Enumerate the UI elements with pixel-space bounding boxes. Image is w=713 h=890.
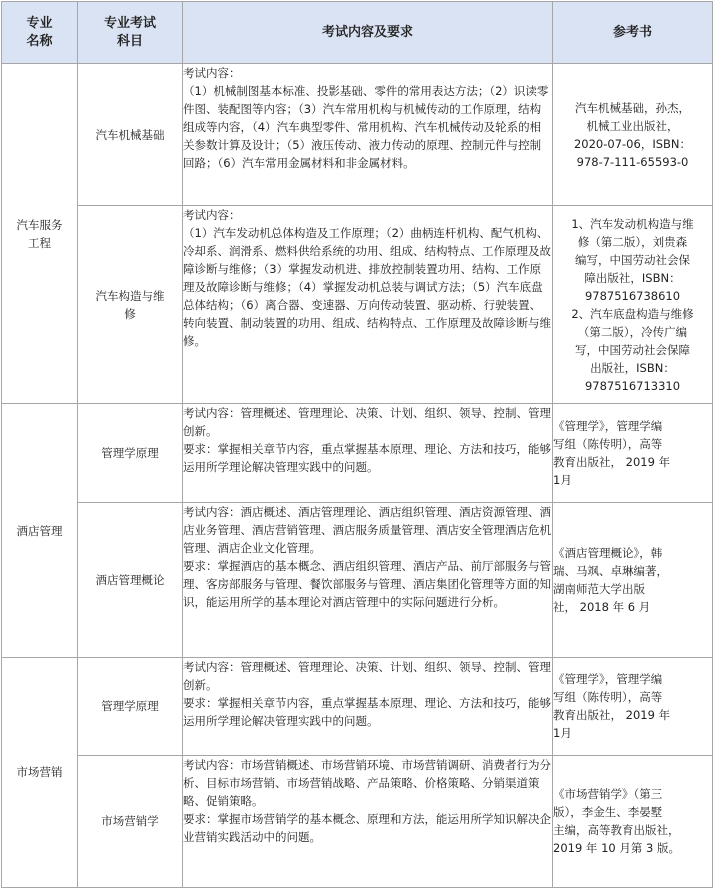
table-row bbox=[2, 64, 713, 206]
header-reference: 参考书 bbox=[553, 2, 713, 64]
major-name-cell: 市场营销 bbox=[2, 657, 78, 887]
reference-cell: 《管理学》，管理学编 写组（陈传明），高等 教育出版社， 2019 年 1月 bbox=[553, 404, 713, 502]
subject-name-cell: 汽车构造与维 修 bbox=[78, 206, 183, 404]
table-row bbox=[2, 502, 713, 657]
content-cell: 考试内容：酒店概述、酒店管理理论、酒店组织管理、酒店资源管理、酒店业务管理、酒店营销管理、酒店服务质量管理、酒店安全管理酒店危机管理、酒店企业文化管理。 要求：掌握酒店的基本概念、酒店组织管理、酒店产品、前厅部服务与管理、客房部服务与管理、餐饮部服务与管理、酒店集团化管理等方面的知识，能运用所学的基本理论对酒店管理中的实际问题进行分析。 bbox=[183, 502, 553, 657]
reference-cell: 1、汽车发动机构造与维 修（第二版），刘贵森 编写，中国劳动社会保 障出版社，ISBN： 9787516738610 2、汽车底盘构造与维修 （第二版），冷传广编 写，中国劳动社会保障 出版社，ISBN： 9787516713310 bbox=[553, 206, 713, 404]
major-name-cell: 汽车服务 工程 bbox=[2, 64, 78, 404]
subject-name-cell: 管理学原理 bbox=[78, 404, 183, 502]
exam-table-container bbox=[1, 1, 712, 888]
subject-name-cell: 汽车机械基础 bbox=[78, 64, 183, 206]
table-row bbox=[2, 755, 713, 887]
header-major: 专业 名称 bbox=[2, 2, 78, 64]
content-cell: 考试内容：管理概述、管理理论、决策、计划、组织、领导、控制、管理创新。 要求：掌握相关章节内容，重点掌握基本原理、理论、方法和技巧，能够运用所学理论解决管理实践中的问题。 bbox=[183, 404, 553, 502]
reference-cell: 《管理学》，管理学编 写组（陈传明），高等 教育出版社， 2019 年 1月 bbox=[553, 657, 713, 755]
table-row bbox=[2, 404, 713, 502]
header-subject: 专业考试 科目 bbox=[78, 2, 183, 64]
content-cell: 考试内容：管理概述、管理理论、决策、计划、组织、领导、控制、管理创新。 要求：掌握相关章节内容，重点掌握基本原理、理论、方法和技巧，能够运用所学理论解决管理实践中的问题。 bbox=[183, 657, 553, 755]
subject-name-cell: 市场营销学 bbox=[78, 755, 183, 887]
major-name-cell: 酒店管理 bbox=[2, 404, 78, 657]
subject-name-cell: 管理学原理 bbox=[78, 657, 183, 755]
content-cell: 考试内容： （1）机械制图基本标准、投影基础、零件的常用表达方法；（2）识读零件图、装配图等内容；（3）汽车常用机构与机械传动的工作原理，结构组成等内容，（4）汽车典型零件、常用机构、汽车机械传动及轮系的相关参数计算及设计；（5）液压传动、液力传动的原理、控制元件与控制回路；（6）汽车常用金属材料和非金属材料。 bbox=[183, 64, 553, 206]
table-row bbox=[2, 206, 713, 404]
reference-cell: 《酒店管理概论》，韩 瑞、马飒、卓琳编著， 湖南师范大学出版 社， 2018 年 6 月 bbox=[553, 502, 713, 657]
header-row bbox=[2, 2, 713, 64]
content-cell: 考试内容： （1）汽车发动机总体构造及工作原理；（2）曲柄连杆机构、配气机构、冷却系、润滑系、燃料供给系统的功用、组成、结构特点、工作原理及故障诊断与维修；（3）掌握发动机进、排放控制装置功用、结构、工作原理及故障诊断与维修；（4）掌握发动机总装与调试方法；（5）汽车底盘总体结构；（6）离合器、变速器、万向传动装置、驱动桥、行驶装置、转向装置、制动装置的功用、组成、结构特点、工作原理及故障诊断与维修。 bbox=[183, 206, 553, 404]
subject-name-cell: 酒店管理概论 bbox=[78, 502, 183, 657]
table-row bbox=[2, 657, 713, 755]
exam-syllabus-table bbox=[1, 1, 713, 888]
reference-cell: 汽车机械基础，孙杰， 机械工业出版社， 2020-07-06，ISBN： 978-7-111-65593-0 bbox=[553, 64, 713, 206]
header-content: 考试内容及要求 bbox=[183, 2, 553, 64]
content-cell: 考试内容：市场营销概述、市场营销环境、市场营销调研、消费者行为分析、目标市场营销、市场营销战略、产品策略、价格策略、分销渠道策略、促销策略。 要求：掌握市场营销学的基本概念、原理和方法，能运用所学知识解决企业营销实践活动中的问题。 bbox=[183, 755, 553, 887]
reference-cell: 《市场营销学》（第三 版），李金生、李晏墅 主编，高等教育出版社， 2019 年 10 月第 3 版。 bbox=[553, 755, 713, 887]
